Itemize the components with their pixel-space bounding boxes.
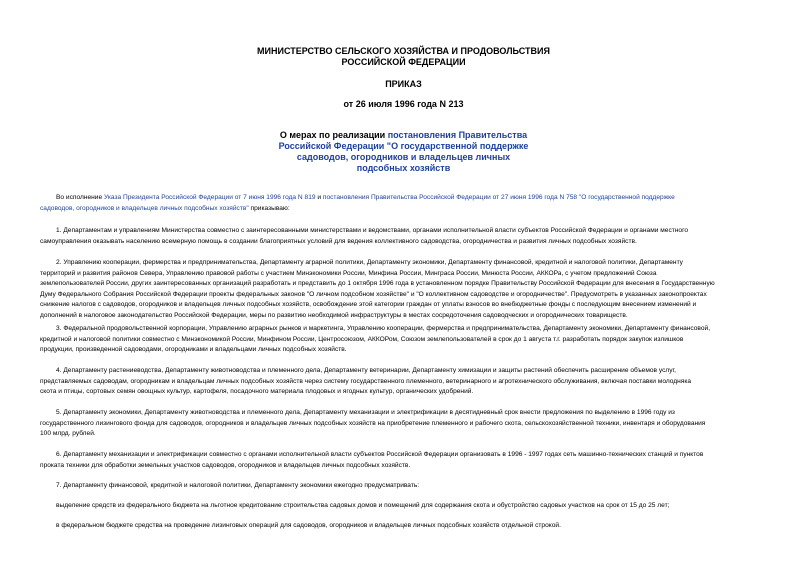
paragraph-4 — [40, 366, 768, 398]
paragraph-7b-line: в федеральном бюджете средства на проведение лизинговых операций для садоводов, огородников и владельцев личных подсобных хозяйств отдельной строкой. — [56, 522, 561, 529]
paragraph-3-line: кредитной и налоговой политики совместно с Минэкономикой России, Минфином России, Центросоюзом, АККОРом, Союзом землепользователей в срок до 1 августа т.г. разработать порядок закупок излишков — [40, 335, 684, 343]
paragraph-6-line: 6. Департаменту механизации и электрификации совместно с органами исполнительной власти субъектов Российской Федерации организовать в 1996 - 1997 годах сеть машинно-технических станций и пунктов — [56, 451, 704, 458]
subject-link-part3[interactable]: садоводов, огородников и владельцев личных — [296, 152, 511, 162]
intro-paragraph — [40, 193, 768, 214]
paragraph-4-line: скота и птицы, сортовых семян овощных культур, картофеля, посадочного материала плодовых и ягодных культур, органических удобрений. — [40, 388, 474, 396]
doc-subject — [0, 130, 807, 174]
subject-prefix: О мерах по реализации — [279, 130, 388, 140]
paragraph-3-line: продукции, произведенной садоводами, огородниками и владельцами личных подсобных хозяйств. — [40, 346, 347, 354]
ministry-title — [0, 46, 807, 68]
ministry-title-line1: МИНИСТЕРСТВО СЕЛЬСКОГО ХОЗЯЙСТВА И ПРОДОВОЛЬСТВИЯ — [257, 46, 550, 56]
paragraph-2-line: Думу Федерального Собрания Российской Федерации проекты федеральных законов "О личном подсобном хозяйстве" и "О коллективном садоводстве и огородничестве". Предусмотреть в указанных законопроектах — [40, 290, 707, 298]
paragraph-6-line: проката техники для обработки земельных участков садоводов, огородников и владельцев личных подсобных хозяйств. — [40, 461, 411, 469]
ministry-title-line2: РОССИЙСКОЙ ФЕДЕРАЦИИ — [341, 57, 466, 67]
intro-line1 — [40, 193, 768, 204]
paragraph-4-line: представляемых садоводам, огородникам и владельцам личных подсобных хозяйств через систему государственного племенного, ветеринарного и агротехнического обслуживания, включая поставки молодняка — [40, 377, 692, 385]
intro-link-resolution[interactable]: постановления Правительства Российской Федерации от 27 июня 1996 года N 758 "О государственной поддержке — [322, 194, 675, 201]
intro-text-3: приказываю: — [248, 204, 290, 212]
paragraph-1-line: 1. Департаментам и управлениям Министерства совместно с заинтересованными министерствами и ведомствами, органами исполнительной власти субъектов Российской Федерации и органами местного — [56, 227, 689, 234]
paragraph-2-line: дополнений в налоговое законодательство Российской Федерации, меры по развитию необходимой инфраструктуры в местах сосредоточения садоводческих и огороднических товариществ. — [40, 311, 628, 319]
intro-text-2: и — [315, 194, 323, 201]
paragraph-2-line: землепользователей России, других заинтересованных организаций разработать и представить до 1 октября 1996 года в установленном порядке Правительству Российской Федерации для внесения в Государственную — [40, 280, 715, 288]
paragraph-5-line: государственного лизингового фонда для садоводов, огородников и владельцев личных подсобных хозяйств на приобретение племенного и рабочего скота, сельскохозяйственной техники, инвентаря и оборудования — [40, 419, 706, 427]
intro-link-resolution-cont[interactable]: садоводов, огородников и владельцев личных подсобных хозяйств" — [40, 204, 249, 212]
paragraph-5 — [40, 408, 768, 440]
paragraph-4-line: 4. Департаменту растениеводства, Департаменту животноводства и племенного дела, Департаменту ветеринарии, Департаменту химизации и защиты растений обеспечить расширение объемов услуг, — [56, 367, 676, 374]
doc-type-heading: ПРИКАЗ — [385, 79, 422, 89]
subject-link-part1[interactable]: постановления Правительства — [387, 130, 528, 140]
intro-line2 — [40, 204, 768, 215]
paragraph-3-line: 3. Федеральной продовольственной корпорации, Управлению аграрных рынков и маркетинга, Управлению кооперации, фермерства и предпринимательства, Департаменту экономики, Департаменту финансовой, — [56, 325, 711, 332]
subject-link-part2[interactable]: Российской Федерации "О государственной поддержке — [278, 141, 529, 151]
paragraph-5-line: 100 млрд. рублей. — [40, 430, 96, 438]
paragraph-7a — [40, 501, 768, 512]
paragraph-2-line: 2. Управлению кооперации, фермерства и предпринимательства, Департаменту аграрной политики, Департаменту экономики, Департаменту финансовой, кредитной и налоговой политики, Департаменту — [56, 259, 683, 266]
paragraph-2 — [40, 258, 768, 322]
intro-text-1: Во исполнение — [56, 194, 104, 201]
paragraph-7b — [40, 521, 768, 532]
subject-link-part4[interactable]: подсобных хозяйств — [356, 163, 451, 173]
paragraph-1 — [40, 226, 768, 247]
intro-link-decree[interactable]: Указа Президента Российской Федерации от 7 июня 1996 года N 819 — [103, 194, 316, 201]
paragraph-1-line: самоуправления оказывать населению всемерную помощь в создании благоприятных условий для ведения коллективного садоводства, огородничества и развития личных подсобных хозяйств. — [40, 237, 637, 245]
subject-line1 — [0, 130, 807, 141]
doc-date-number: от 26 июля 1996 года N 213 — [343, 99, 464, 109]
paragraph-2-line: территорий и развития районов Севера, Управлению правовой работы с участием Минэкономики России, Минфина России, Минграса России, Минюста России, АККОРа, с учетом предложений Союза — [40, 269, 657, 277]
paragraph-2-line: снижение налогов с садоводов, огородников и владельцев личных подсобных хозяйств, освобождение этой категории граждан от уплаты взносов во внебюджетные фонды с последующим внесением изменений и — [40, 301, 697, 309]
paragraph-6 — [40, 450, 768, 471]
paragraph-5-line: 5. Департаменту экономики, Департаменту животноводства и племенного дела, Департаменту механизации и электрификации в десятидневный срок внести предложения по выделению в 1996 году из — [56, 409, 675, 416]
paragraph-3 — [40, 324, 768, 356]
paragraph-7-line: 7. Департаменту финансовой, кредитной и налоговой политики, Департаменту экономики ежегодно предусматривать: — [56, 482, 420, 489]
paragraph-7 — [40, 481, 768, 492]
paragraph-7a-line: выделение средств из федерального бюджета на льготное кредитование строительства садовых домов и помещений для содержания скота и обустройство садовых участков на срок от 15 до 25 лет; — [56, 502, 670, 509]
